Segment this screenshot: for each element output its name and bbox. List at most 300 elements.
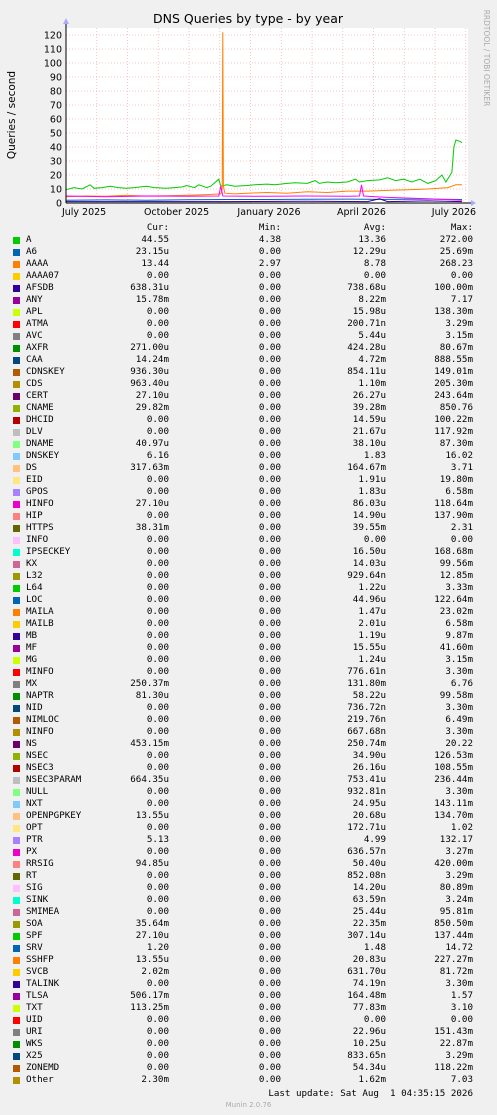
legend-cur: 0.00: [146, 1014, 169, 1025]
legend-min: 0.00: [258, 426, 281, 437]
y-tick-label: 0: [55, 198, 62, 210]
legend-avg: 39.28m: [352, 402, 386, 413]
legend-name: X25: [26, 1050, 43, 1061]
legend-min: 0.00: [258, 990, 281, 1001]
legend-max: 3.30m: [445, 786, 473, 797]
legend-row: [0, 306, 497, 318]
legend-max: 12.85m: [439, 570, 473, 581]
legend-name: URI: [26, 1026, 43, 1037]
legend-cur: 14.24m: [135, 354, 169, 365]
legend-min: 0.00: [258, 690, 281, 701]
legend-avg: 22.96u: [352, 1026, 386, 1037]
legend-max: 3.71: [450, 462, 473, 473]
legend-min: 0.00: [258, 1002, 281, 1013]
legend-row: [0, 426, 497, 438]
legend-name: LOC: [26, 594, 43, 605]
legend-min: 0.00: [258, 798, 281, 809]
legend-swatch: [13, 657, 20, 664]
legend-cur: 0.00: [146, 822, 169, 833]
legend-avg: 2.01u: [358, 618, 386, 629]
legend-avg: 5.44u: [358, 330, 386, 341]
legend-cur: 0.00: [146, 318, 169, 329]
legend-max: 0.00: [450, 270, 473, 281]
legend-max: 6.76: [450, 678, 473, 689]
legend-min: 0.00: [258, 1062, 281, 1073]
legend-row: [0, 258, 497, 270]
legend-swatch: [13, 453, 20, 460]
legend-name: NAPTR: [26, 690, 54, 701]
legend-min: 0.00: [258, 510, 281, 521]
legend-avg: 13.36: [358, 234, 386, 245]
legend-swatch: [13, 429, 20, 436]
legend-min: 0.00: [258, 786, 281, 797]
legend-cur: 0.00: [146, 330, 169, 341]
legend-swatch: [13, 825, 20, 832]
legend-name: SMIMEA: [26, 906, 60, 917]
legend-min: 0.00: [258, 294, 281, 305]
legend-min: 0.00: [258, 606, 281, 617]
legend-row: [0, 570, 497, 582]
legend-cur: 81.30u: [135, 690, 169, 701]
legend-name: IPSECKEY: [26, 546, 71, 557]
legend-row: [0, 870, 497, 882]
legend-avg: 1.83: [363, 450, 386, 461]
legend-name: SIG: [26, 882, 43, 893]
legend-row: [0, 918, 497, 930]
legend-cur: 0.00: [146, 894, 169, 905]
legend-avg: 636.57n: [347, 846, 386, 857]
legend-swatch: [13, 813, 20, 820]
legend-name: CAA: [26, 354, 43, 365]
legend-cur: 0.00: [146, 546, 169, 557]
legend-max: 168.68m: [434, 546, 473, 557]
legend-cur: 0.00: [146, 486, 169, 497]
legend-name: MF: [26, 642, 38, 653]
legend-min: 0.00: [258, 726, 281, 737]
legend-swatch: [13, 921, 20, 928]
legend-max: 6.58m: [445, 486, 473, 497]
legend-max: 1.57: [450, 990, 473, 1001]
legend-max: 80.67m: [439, 342, 473, 353]
legend-swatch: [13, 405, 20, 412]
x-tick-label: July 2026: [431, 207, 477, 218]
legend-min: 0.00: [258, 354, 281, 365]
legend-swatch: [13, 1077, 20, 1084]
legend-max: 3.10: [450, 1002, 473, 1013]
legend-name: L32: [26, 570, 43, 581]
legend-max: 227.27m: [434, 954, 473, 965]
legend-max: 3.15m: [445, 654, 473, 665]
legend-avg: 667.68n: [347, 726, 386, 737]
legend-min: 0.00: [258, 474, 281, 485]
x-ticks: [61, 207, 476, 218]
legend-name: DHCID: [26, 414, 54, 425]
legend-max: 80.89m: [439, 882, 473, 893]
legend-max: 143.11m: [434, 798, 473, 809]
legend-max: 7.03: [450, 1074, 473, 1085]
legend-max: 117.92m: [434, 426, 473, 437]
legend-max: 87.30m: [439, 438, 473, 449]
legend-row: [0, 630, 497, 642]
legend-name: CNAME: [26, 402, 54, 413]
legend-max: 6.58m: [445, 618, 473, 629]
legend-swatch: [13, 237, 20, 244]
legend-row: [0, 594, 497, 606]
legend-avg: 14.90u: [352, 510, 386, 521]
legend-min: 0.00: [258, 390, 281, 401]
legend-swatch: [13, 801, 20, 808]
legend-min: 0.00: [258, 1074, 281, 1085]
legend-min: 0.00: [258, 246, 281, 257]
legend-row: [0, 930, 497, 942]
legend-min: 0.00: [258, 594, 281, 605]
x-tick-label: October 2025: [143, 207, 210, 218]
legend-cur: 0.00: [146, 1050, 169, 1061]
legend-avg: 8.22m: [358, 294, 386, 305]
legend-swatch: [13, 441, 20, 448]
legend-swatch: [13, 633, 20, 640]
legend-max: 9.87m: [445, 630, 473, 641]
legend-avg: 20.68u: [352, 810, 386, 821]
footer: Munin 2.0.76: [225, 1101, 272, 1109]
legend-swatch: [13, 669, 20, 676]
legend-swatch: [13, 789, 20, 796]
legend-name: DNAME: [26, 438, 54, 449]
legend-name: GPOS: [26, 486, 49, 497]
legend-min: 0.00: [258, 954, 281, 965]
legend-avg: 424.28u: [347, 342, 386, 353]
legend-cur: 0.00: [146, 426, 169, 437]
legend-swatch: [13, 465, 20, 472]
legend-swatch: [13, 525, 20, 532]
legend-min: 0.00: [258, 882, 281, 893]
legend-max: 0.00: [450, 1014, 473, 1025]
legend-min: 0.00: [258, 1014, 281, 1025]
legend-avg: 131.80m: [347, 678, 386, 689]
x-tick-label: April 2026: [337, 207, 386, 218]
legend-swatch: [13, 873, 20, 880]
legend-name: SPF: [26, 930, 43, 941]
legend-cur: 0.00: [146, 978, 169, 989]
legend-swatch: [13, 645, 20, 652]
legend-cur: 0.00: [146, 798, 169, 809]
legend-min: 0.00: [258, 318, 281, 329]
legend-avg: 164.48m: [347, 990, 386, 1001]
legend-swatch: [13, 849, 20, 856]
legend-cur: 0.00: [146, 606, 169, 617]
legend-swatch: [13, 705, 20, 712]
legend-swatch: [13, 345, 20, 352]
legend-row: [0, 378, 497, 390]
legend-row: [0, 762, 497, 774]
legend-avg: 1.47u: [358, 606, 386, 617]
legend-swatch: [13, 393, 20, 400]
y-tick-label: 80: [49, 86, 62, 98]
legend-row: [0, 678, 497, 690]
legend-swatch: [13, 909, 20, 916]
legend-row: [0, 834, 497, 846]
legend-avg: 307.14u: [347, 930, 386, 941]
legend-max: 122.64m: [434, 594, 473, 605]
legend-name: NXT: [26, 798, 43, 809]
legend-swatch: [13, 489, 20, 496]
legend-avg: 44.96u: [352, 594, 386, 605]
legend-avg: 172.71u: [347, 822, 386, 833]
plot-area: [66, 28, 468, 203]
legend-min: 0.00: [258, 654, 281, 665]
y-tick-label: 100: [43, 58, 62, 70]
legend-name: SOA: [26, 918, 43, 929]
legend-name: CERT: [26, 390, 49, 401]
legend-cur: 0.00: [146, 270, 169, 281]
legend-max: 272.00: [439, 234, 473, 245]
legend-cur: 0.00: [146, 630, 169, 641]
legend-min: 0.00: [258, 618, 281, 629]
legend-cur: 15.78m: [135, 294, 169, 305]
legend-row: [0, 1026, 497, 1038]
legend-max: 3.29m: [445, 318, 473, 329]
legend-max: 850.50m: [434, 918, 473, 929]
legend-avg: 14.59u: [352, 414, 386, 425]
legend-row: [0, 270, 497, 282]
legend-max: 3.30m: [445, 726, 473, 737]
legend-max: 100.00m: [434, 282, 473, 293]
legend-cur: 29.82m: [135, 402, 169, 413]
legend-name: KX: [26, 558, 38, 569]
legend-name: AXFR: [26, 342, 49, 353]
legend-name: NID: [26, 702, 43, 713]
legend-cur: 94.85u: [135, 858, 169, 869]
legend-avg: 738.68u: [347, 282, 386, 293]
legend-row: [0, 498, 497, 510]
legend-cur: 0.00: [146, 714, 169, 725]
legend-row: [0, 1014, 497, 1026]
legend-row: [0, 774, 497, 786]
legend-avg: 77.83m: [352, 1002, 386, 1013]
legend-cur: 0.00: [146, 414, 169, 425]
legend-avg: 0.00: [363, 534, 386, 545]
legend-avg: 38.10u: [352, 438, 386, 449]
legend-cur: 2.02m: [141, 966, 169, 977]
legend-cur: 0.00: [146, 786, 169, 797]
legend-min: 0.00: [258, 522, 281, 533]
legend-avg: 50.40u: [352, 858, 386, 869]
legend-swatch: [13, 741, 20, 748]
legend-row: [0, 846, 497, 858]
legend-max: 243.64m: [434, 390, 473, 401]
legend-swatch: [13, 897, 20, 904]
legend-avg: 39.55m: [352, 522, 386, 533]
legend-swatch: [13, 729, 20, 736]
legend-rows: [0, 234, 497, 1086]
legend-max: 3.33m: [445, 582, 473, 593]
legend-row: [0, 294, 497, 306]
legend-avg: 164.67m: [347, 462, 386, 473]
legend-max: 138.30m: [434, 306, 473, 317]
legend-row: [0, 618, 497, 630]
legend-swatch: [13, 309, 20, 316]
legend-avg: 14.03u: [352, 558, 386, 569]
legend-min: 0.00: [258, 978, 281, 989]
legend-max: 3.27m: [445, 846, 473, 857]
legend-swatch: [13, 693, 20, 700]
legend-swatch: [13, 861, 20, 868]
legend-name: NIMLOC: [26, 714, 60, 725]
legend-row: [0, 666, 497, 678]
legend-max: 20.22: [445, 738, 473, 749]
legend-cur: 0.00: [146, 846, 169, 857]
chart-title: DNS Queries by type - by year: [152, 11, 344, 26]
y-tick-label: 70: [49, 100, 62, 112]
legend-name: NSEC3PARAM: [26, 774, 82, 785]
legend-header: [0, 222, 497, 234]
legend-max: 3.29m: [445, 870, 473, 881]
legend-swatch: [13, 597, 20, 604]
legend-avg: 20.83u: [352, 954, 386, 965]
last-update: Last update: Sat Aug 1 04:35:15 2026: [268, 1088, 473, 1099]
legend-cur: 0.00: [146, 594, 169, 605]
legend-min: 0.00: [258, 438, 281, 449]
legend-max: 99.56m: [439, 558, 473, 569]
legend-cur: 0.00: [146, 750, 169, 761]
legend-cur: 40.97u: [135, 438, 169, 449]
legend-avg: 776.61n: [347, 666, 386, 677]
legend-swatch: [13, 1017, 20, 1024]
legend-avg: 12.29u: [352, 246, 386, 257]
legend-swatch: [13, 417, 20, 424]
legend-min: 0.00: [258, 666, 281, 677]
legend-min: 0.00: [258, 774, 281, 785]
legend-avg: 4.99: [363, 834, 386, 845]
legend-swatch: [13, 981, 20, 988]
legend-name: MG: [26, 654, 38, 665]
legend-cur: 936.30u: [130, 366, 169, 377]
legend-row: [0, 798, 497, 810]
legend-max: 3.15m: [445, 330, 473, 341]
legend-cur: 44.55: [141, 234, 169, 245]
legend-name: NS: [26, 738, 38, 749]
legend-max: 1.02: [450, 822, 473, 833]
legend-min: 0.00: [258, 558, 281, 569]
legend-min: 0.00: [258, 534, 281, 545]
legend-max: 134.70m: [434, 810, 473, 821]
legend-max: 3.29m: [445, 1050, 473, 1061]
legend-min: 0.00: [258, 1038, 281, 1049]
legend-cur: 453.15m: [130, 738, 169, 749]
legend-cur: 0.00: [146, 654, 169, 665]
legend-name: Other: [26, 1074, 54, 1085]
legend-cur: 27.10u: [135, 498, 169, 509]
legend-min: 0.00: [258, 942, 281, 953]
legend-max: 236.44m: [434, 774, 473, 785]
legend-row: [0, 450, 497, 462]
legend-name: A6: [26, 246, 38, 257]
legend-swatch: [13, 1005, 20, 1012]
legend-col-cur: Cur:: [146, 222, 169, 233]
legend-swatch: [13, 297, 20, 304]
legend-cur: 664.35u: [130, 774, 169, 785]
legend-swatch: [13, 777, 20, 784]
legend-cur: 0.00: [146, 534, 169, 545]
legend-row: [0, 978, 497, 990]
legend-avg: 8.78: [363, 258, 386, 269]
legend-name: TALINK: [26, 978, 60, 989]
legend-swatch: [13, 561, 20, 568]
legend-max: 149.01m: [434, 366, 473, 377]
legend-row: [0, 822, 497, 834]
legend-name: OPT: [26, 822, 43, 833]
legend-name: HINFO: [26, 498, 54, 509]
legend-cur: 27.10u: [135, 930, 169, 941]
y-axis-label: Queries / second: [6, 70, 18, 160]
legend-max: 420.00m: [434, 858, 473, 869]
legend-cur: 0.00: [146, 1062, 169, 1073]
legend-min: 0.00: [258, 270, 281, 281]
legend-min: 0.00: [258, 702, 281, 713]
legend-row: [0, 462, 497, 474]
legend-max: 118.22m: [434, 1062, 473, 1073]
legend-name: INFO: [26, 534, 49, 545]
legend-min: 0.00: [258, 750, 281, 761]
legend-avg: 86.03u: [352, 498, 386, 509]
legend-avg: 34.90u: [352, 750, 386, 761]
legend-max: 100.22m: [434, 414, 473, 425]
legend-avg: 929.64n: [347, 570, 386, 581]
legend-avg: 54.34u: [352, 1062, 386, 1073]
legend-max: 25.69m: [439, 246, 473, 257]
legend-swatch: [13, 885, 20, 892]
legend-max: 888.55m: [434, 354, 473, 365]
legend-name: UID: [26, 1014, 43, 1025]
legend-cur: 0.00: [146, 558, 169, 569]
legend-max: 16.02: [445, 450, 473, 461]
legend-row: [0, 486, 497, 498]
legend-name: DNSKEY: [26, 450, 60, 461]
legend-avg: 25.44u: [352, 906, 386, 917]
legend-cur: 13.55u: [135, 954, 169, 965]
legend-name: EID: [26, 474, 43, 485]
legend-name: A: [26, 234, 32, 245]
legend-row: [0, 642, 497, 654]
legend-min: 0.00: [258, 678, 281, 689]
legend-min: 0.00: [258, 462, 281, 473]
y-tick-label: 40: [49, 142, 62, 154]
legend-min: 0.00: [258, 966, 281, 977]
legend-cur: 0.00: [146, 1038, 169, 1049]
legend: [0, 222, 497, 1086]
legend-cur: 0.00: [146, 882, 169, 893]
legend-row: [0, 954, 497, 966]
legend-cur: 113.25m: [130, 1002, 169, 1013]
legend-name: AAAA: [26, 258, 49, 269]
y-tick-label: 30: [49, 156, 62, 168]
legend-min: 0.00: [258, 834, 281, 845]
legend-max: 19.80m: [439, 474, 473, 485]
legend-cur: 0.00: [146, 582, 169, 593]
x-tick-label: January 2026: [237, 207, 301, 218]
legend-swatch: [13, 321, 20, 328]
legend-max: 118.64m: [434, 498, 473, 509]
legend-max: 6.49m: [445, 714, 473, 725]
legend-swatch: [13, 585, 20, 592]
legend-min: 0.00: [258, 894, 281, 905]
legend-cur: 0.00: [146, 762, 169, 773]
legend-swatch: [13, 933, 20, 940]
chart: [0, 0, 497, 222]
y-ticks: [44, 31, 62, 210]
legend-name: PTR: [26, 834, 43, 845]
legend-row: [0, 342, 497, 354]
